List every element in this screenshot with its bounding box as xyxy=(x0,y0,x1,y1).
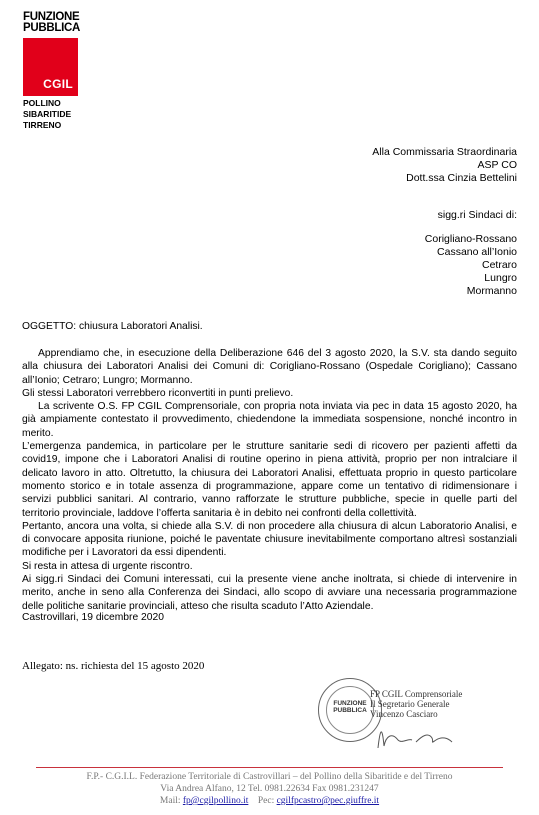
logo-title xyxy=(23,12,81,34)
pec-link[interactable]: cgilfpcastro@pec.giuffre.it xyxy=(276,796,380,806)
paragraph: L’emergenza pandemica, in particolare per le strutture sanitarie sedi di ricovero per pazienti affetti da covid19, impone che i Laboratori Analisi di routine operino in piena attività, proprio per non intralciare il delicato lavoro in atto. Oltretutto, la chiusura dei Laboratori Analisi, effettuata proprio in questo particolare momento storico e in totale assenza di programmazione, appare come un tentativo di ridimensionare i servizi pubblici sanitari. Al contrario, vanno rafforzate le strutture pubbliche, specie in quelle parti del territorio provinciale, laddove l’offerta sanitaria è in debito nei confronti della collettività. xyxy=(22,441,517,519)
town-item: Cetraro xyxy=(481,259,517,271)
place-date: Castrovillari, 19 dicembre 2020 xyxy=(22,612,164,623)
logo-subtitle xyxy=(23,98,71,131)
town-item: Lungro xyxy=(484,272,517,284)
towns-list xyxy=(425,233,517,298)
signature-line-1: FP CGIL Comprensoriale xyxy=(370,689,463,699)
logo-sub-1: POLLINO xyxy=(23,98,61,108)
logo-red-block xyxy=(23,38,78,96)
footer-line-1: F.P.- C.G.I.L. Federazione Territoriale di Castrovillari – del Pollino della Sibaritide e del Tirreno xyxy=(86,772,453,782)
town-item: Mormanno xyxy=(466,285,517,297)
handwritten-signature xyxy=(372,718,472,754)
recipient-line-2: ASP CO xyxy=(477,159,517,171)
subject-line: OGGETTO: chiusura Laboratori Analisi. xyxy=(22,321,203,332)
letter-body xyxy=(22,347,517,613)
paragraph: Gli stessi Laboratori verrebbero riconvertiti in punti prelievo. xyxy=(22,387,294,399)
recipient-line-3: Dott.ssa Cinzia Bettelini xyxy=(406,172,517,184)
recipient-line-1: Alla Commissaria Straordinaria xyxy=(372,146,517,158)
footer-contacts xyxy=(0,795,539,807)
signature-block xyxy=(370,689,462,719)
footer-line-2: Via Andrea Alfano, 12 Tel. 0981.22634 Fax 0981.231247 xyxy=(160,784,379,794)
attachment-note: Allegato: ns. richiesta del 15 agosto 2020 xyxy=(22,660,205,672)
paragraph: Apprendiamo che, in esecuzione della Deliberazione 646 del 3 agosto 2020, la S.V. sta dando seguito alla chiusura dei Laboratori Analisi dei Comuni di: Corigliano-Rossano (Ospedale Corigliano); Cassano all’Ionio; Cetraro; Lungro; Mormanno. xyxy=(22,348,517,386)
signature-line-2: Il Segretario Generale xyxy=(370,699,450,709)
town-item: Corigliano-Rossano xyxy=(424,233,517,245)
paragraph: Pertanto, ancora una volta, si chiede alla S.V. di non procedere alla chiusura di alcun Laboratorio Analisi, e di convocare apposita riunione, poiché le paventate chiusure inevitabilmente comportano altresì sostanziali modifiche per i Lavoratori da essi dipendenti. xyxy=(22,520,517,559)
footer-divider xyxy=(36,767,503,768)
logo-badge: CGIL xyxy=(43,77,73,91)
logo-sub-2: SIBARITIDE xyxy=(23,109,72,119)
mail-label: Mail: xyxy=(159,796,181,806)
logo-line-1: FUNZIONE xyxy=(23,11,80,23)
stamp-text: FUNZIONE PUBBLICA xyxy=(333,700,367,714)
paragraph: Si resta in attesa di urgente riscontro. xyxy=(22,560,193,572)
paragraph: La scrivente O.S. FP CGIL Comprensoriale, con propria nota inviata via pec in data 15 agosto 2020, ha già ampiamente contestato il provvedimento, chiedendone la immediata sospensione, nonché incontro in merito. xyxy=(22,401,517,439)
signature-line-3: Vincenzo Casciaro xyxy=(370,709,438,719)
paragraph: Ai sigg.ri Sindaci dei Comuni interessati, cui la presente viene anche inoltrata, si chiede di intervenire in merito, anche in seno alla Conferenza dei Sindaci, allo scopo di avviare una necessaria programmazione delle politiche sanitarie provinciali, atteso che risulta scaduto l’Atto Aziendale. xyxy=(22,574,517,612)
pec-label: Pec: xyxy=(257,796,275,806)
logo-line-2: PUBBLICA xyxy=(23,22,81,34)
mail-link[interactable]: fp@cgilpollino.it xyxy=(182,796,249,806)
logo-sub-3: TIRRENO xyxy=(23,120,62,130)
sindaci-header: sigg.ri Sindaci di: xyxy=(437,209,517,221)
recipient-block xyxy=(372,146,517,185)
town-item: Cassano all’Ionio xyxy=(437,246,517,258)
